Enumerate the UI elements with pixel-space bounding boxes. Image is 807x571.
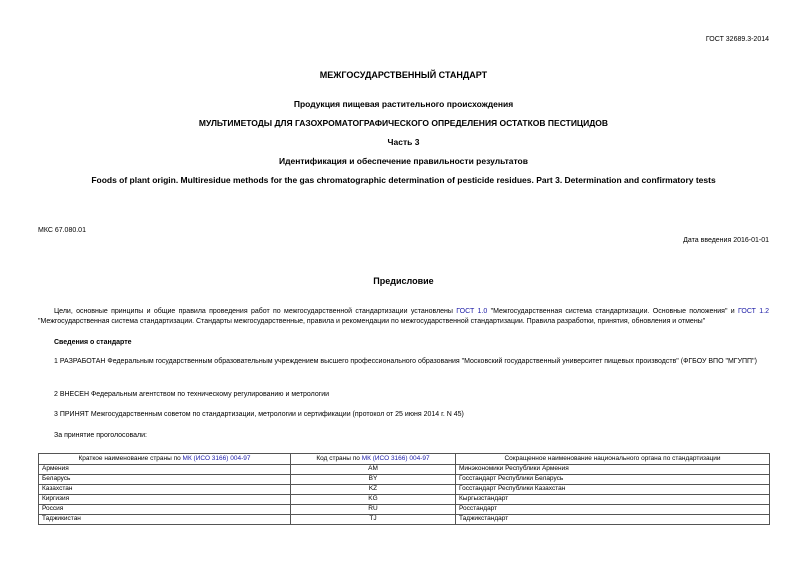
developed-by-item: 1 РАЗРАБОТАН Федеральным государственным образовательным учреждением высшего профессионального образования "Московский государственный университет пищевых производств" (ФГБОУ ВПО "МГУПП") xyxy=(54,358,757,365)
part-number: Часть 3 xyxy=(387,137,420,147)
product-line: Продукция пищевая растительного происхождения xyxy=(293,99,514,109)
effective-date: Дата введения 2016-01-01 xyxy=(683,237,769,244)
country-name: Казахстан xyxy=(39,485,291,495)
mk-iso-link[interactable]: МК (ИСО 3166) 004-97 xyxy=(361,454,430,462)
voted-label: За принятие проголосовали: xyxy=(54,432,147,439)
country-code: KZ xyxy=(291,485,456,495)
standard-info-heading: Сведения о стандарте xyxy=(54,339,132,346)
standards-body: Росстандарт xyxy=(456,505,770,515)
header-country-name xyxy=(39,454,291,465)
introduced-by-item: 2 ВНЕСЕН Федеральным агентством по техническому регулированию и метрологии xyxy=(54,391,330,398)
preface-text-a: Цели, основные принципы и общие правила проведения работ по межгосударственной стандартизации установлены xyxy=(54,308,457,315)
preface-paragraph xyxy=(38,307,769,326)
header-country-text: Краткое наименование страны по xyxy=(78,454,183,462)
country-code: KG xyxy=(291,495,456,505)
table-row xyxy=(39,485,770,495)
document-id: ГОСТ 32689.3-2014 xyxy=(705,36,769,43)
table-row xyxy=(39,515,770,525)
header-code-text: Код страны по xyxy=(316,454,362,462)
preface-text-b: "Межгосударственная система стандартизации. Основные положения" и xyxy=(487,308,738,315)
gost-1-2-link[interactable]: ГОСТ 1.2 xyxy=(738,308,769,315)
table-header-row xyxy=(39,454,770,465)
country-code: AM xyxy=(291,465,456,475)
country-name: Беларусь xyxy=(39,475,291,485)
standards-body: Госстандарт Республики Казахстан xyxy=(456,485,770,495)
mk-iso-link[interactable]: МК (ИСО 3166) 004-97 xyxy=(182,454,251,462)
country-code: BY xyxy=(291,475,456,485)
table-row xyxy=(39,465,770,475)
country-name: Россия xyxy=(39,505,291,515)
table-row xyxy=(39,475,770,485)
country-code: TJ xyxy=(291,515,456,525)
english-title: Foods of plant origin. Multiresidue methods for the gas chromatographic determination of pesticide residues. Part 3. Determination and confirmatory tests xyxy=(91,175,716,185)
standards-body: Кыргызстандарт xyxy=(456,495,770,505)
voting-countries-table xyxy=(38,453,770,525)
country-name: Армения xyxy=(39,465,291,475)
header-country-code xyxy=(291,454,456,465)
header-standards-body: Сокращенное наименование национального органа по стандартизации xyxy=(456,454,770,465)
standard-type-title: МЕЖГОСУДАРСТВЕННЫЙ СТАНДАРТ xyxy=(319,70,488,80)
standards-body: Минэкономики Республики Армения xyxy=(456,465,770,475)
gost-1-0-link[interactable]: ГОСТ 1.0 xyxy=(456,308,488,315)
part-title: Идентификация и обеспечение правильности результатов xyxy=(279,156,528,166)
country-name: Киргизия xyxy=(39,495,291,505)
country-name: Таджикистан xyxy=(39,515,291,525)
preface-heading: Предисловие xyxy=(373,276,434,286)
standards-body: Таджикстандарт xyxy=(456,515,770,525)
adopted-by-item: 3 ПРИНЯТ Межгосударственным советом по стандартизации, метрологии и сертификации (протокол от 25 июня 2014 г. N 45) xyxy=(54,411,464,418)
preface-text-c: "Межгосударственная система стандартизации. Стандарты межгосударственные, правила и рекомендации по межгосударственной стандартизации. Правила разработки, принятия, обновления и отмены" xyxy=(38,317,706,325)
country-code: RU xyxy=(291,505,456,515)
table-row xyxy=(39,505,770,515)
standards-body: Госстандарт Республики Беларусь xyxy=(456,475,770,485)
method-title: МУЛЬТИМЕТОДЫ ДЛЯ ГАЗОХРОМАТОГРАФИЧЕСКОГО ОПРЕДЕЛЕНИЯ ОСТАТКОВ ПЕСТИЦИДОВ xyxy=(198,118,609,128)
table-row xyxy=(39,495,770,505)
mks-code: МКС 67.080.01 xyxy=(38,227,86,234)
